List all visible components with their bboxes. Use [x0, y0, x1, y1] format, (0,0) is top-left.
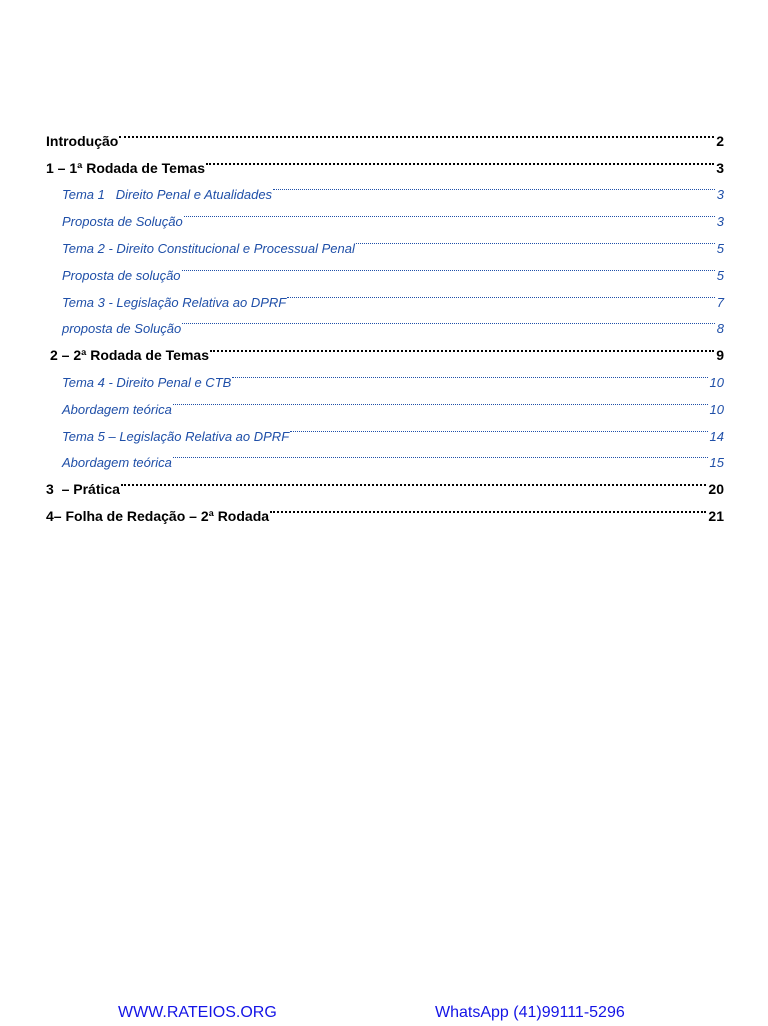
- toc-entry-title: Abordagem teórica: [62, 455, 172, 471]
- toc-leader-dots: [290, 414, 707, 441]
- toc-entry-title: proposta de Solução: [62, 321, 182, 337]
- toc-leader-dots: [173, 387, 708, 414]
- toc-leader-dots: [182, 307, 715, 334]
- toc-entry-page: 3: [716, 187, 724, 203]
- toc-entry-page: 3: [716, 214, 724, 230]
- toc-entry-title: Tema 2 - Direito Constitucional e Processual Penal: [62, 240, 355, 256]
- toc-entry[interactable]: [46, 146, 724, 176]
- toc-leader-dots: [287, 280, 715, 307]
- toc-entry-page: 21: [708, 507, 724, 524]
- toc-leader-dots: [119, 119, 714, 146]
- toc-leader-dots: [182, 253, 715, 280]
- toc-entry-title: 2 – 2ª Rodada de Temas: [50, 347, 209, 364]
- toc-entry-page: 5: [716, 240, 724, 256]
- toc-entry-page: 3: [716, 159, 724, 176]
- toc-entry[interactable]: [46, 119, 724, 149]
- toc-entry-page: 10: [709, 401, 724, 417]
- table-of-contents: [46, 119, 724, 524]
- website-link[interactable]: WWW.RATEIOS.ORG: [118, 1004, 277, 1021]
- toc-entry-title: Proposta de Solução: [62, 214, 183, 230]
- toc-entry-page: 20: [708, 481, 724, 498]
- toc-entry-page: 9: [716, 347, 724, 364]
- toc-entry-title: Tema 1 Direito Penal e Atualidades: [62, 187, 273, 203]
- toc-entry-title: 1 – 1ª Rodada de Temas: [46, 159, 205, 176]
- toc-entry-page: 14: [709, 428, 724, 444]
- toc-entry[interactable]: [46, 467, 724, 498]
- toc-entry[interactable]: [46, 494, 724, 524]
- toc-entry-title: Tema 5 – Legislação Relativa ao DPRF: [62, 428, 290, 444]
- toc-entry-title: Proposta de solução: [62, 267, 181, 283]
- toc-leader-dots: [210, 333, 714, 360]
- whatsapp-contact[interactable]: WhatsApp (41)99111-5296: [435, 1004, 625, 1021]
- toc-entry-page: 7: [716, 294, 724, 310]
- toc-leader-dots: [173, 441, 708, 468]
- toc-entry-page: 5: [716, 267, 724, 283]
- page-footer: [0, 1004, 768, 1026]
- toc-entry-page: 15: [709, 455, 724, 471]
- toc-leader-dots: [121, 467, 706, 494]
- toc-leader-dots: [270, 494, 706, 521]
- toc-entry-title: Tema 3 - Legislação Relativa ao DPRF: [62, 294, 287, 310]
- toc-entry-title: Introdução: [46, 132, 119, 149]
- toc-leader-dots: [232, 360, 707, 387]
- toc-leader-dots: [184, 199, 715, 226]
- toc-entry-title: Abordagem teórica: [62, 401, 172, 417]
- toc-leader-dots: [206, 146, 714, 173]
- toc-leader-dots: [356, 226, 715, 253]
- toc-leader-dots: [273, 173, 715, 200]
- toc-entry-title: 4– Folha de Redação – 2ª Rodada: [46, 507, 270, 524]
- toc-entry-title: 3 – Prática: [46, 481, 120, 498]
- toc-entry-page: 2: [716, 132, 724, 149]
- toc-entry-title: Tema 4 - Direito Penal e CTB: [62, 374, 232, 390]
- toc-entry-page: 8: [716, 321, 724, 337]
- toc-entry-page: 10: [709, 374, 724, 390]
